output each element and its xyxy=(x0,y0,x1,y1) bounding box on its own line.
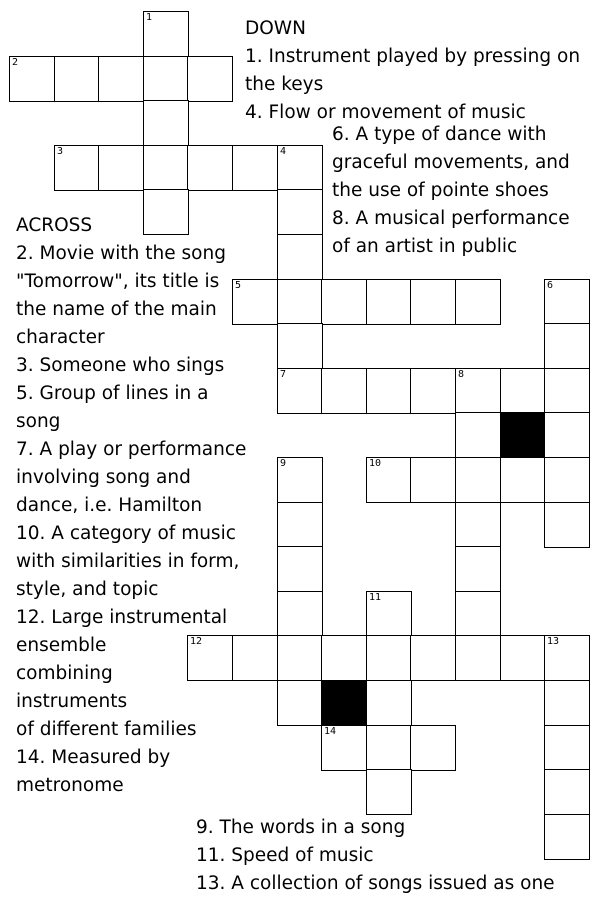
clue-number: 1 xyxy=(146,12,153,23)
down-clue-1a: 1. Instrument played by pressing on xyxy=(245,46,581,67)
crossword-cell[interactable] xyxy=(277,591,323,637)
crossword-cell[interactable] xyxy=(544,279,590,325)
down-clue-6a: 6. A type of dance with xyxy=(332,124,547,145)
crossword-cell[interactable] xyxy=(321,368,367,414)
crossword-cell[interactable] xyxy=(544,769,590,815)
crossword-cell[interactable] xyxy=(544,680,590,726)
clue-number: 5 xyxy=(235,280,242,291)
clue-number: 13 xyxy=(547,636,560,647)
crossword-cell[interactable] xyxy=(277,145,323,191)
down-clue-8a: 8. A musical performance xyxy=(332,208,570,229)
clue-number: 14 xyxy=(324,726,337,737)
crossword-cell[interactable] xyxy=(277,279,323,325)
crossword-cell[interactable] xyxy=(544,457,590,503)
crossword-cell[interactable] xyxy=(277,457,323,503)
crossword-cell[interactable] xyxy=(277,502,323,548)
crossword-cell[interactable] xyxy=(410,368,456,414)
crossword-cell[interactable] xyxy=(187,635,233,681)
crossword-cell[interactable] xyxy=(321,725,367,771)
across-clue-line: 14. Measured by xyxy=(16,747,171,768)
down-clue-1b: the keys xyxy=(245,74,324,95)
crossword-cell[interactable] xyxy=(232,635,278,681)
crossword-cell[interactable] xyxy=(500,635,546,681)
down-clue-13: 13. A collection of songs issued as one xyxy=(196,873,555,894)
crossword-cell[interactable] xyxy=(277,546,323,592)
across-clue-line: character xyxy=(16,327,105,348)
crossword-cell[interactable] xyxy=(455,412,501,458)
down-clue-9: 9. The words in a song xyxy=(196,817,406,838)
crossword-cell[interactable] xyxy=(366,368,412,414)
down-clue-4: 4. Flow or movement of music xyxy=(245,102,526,123)
down-clue-11: 11. Speed of music xyxy=(196,845,374,866)
clue-number: 6 xyxy=(547,280,554,291)
crossword-cell[interactable] xyxy=(455,591,501,637)
crossword-cell[interactable] xyxy=(143,11,189,57)
across-clue-line: metronome xyxy=(16,775,124,796)
across-clue-line: of different families xyxy=(16,719,197,740)
crossword-cell[interactable] xyxy=(143,145,189,191)
crossword-cell[interactable] xyxy=(500,368,546,414)
crossword-cell[interactable] xyxy=(544,502,590,548)
clue-number: 4 xyxy=(280,146,287,157)
crossword-cell[interactable] xyxy=(277,234,323,280)
crossword-cell[interactable] xyxy=(232,145,278,191)
across-clue-line: 10. A category of music xyxy=(16,523,236,544)
down-heading: DOWN xyxy=(245,18,306,39)
crossword-cell[interactable] xyxy=(98,145,144,191)
clue-number: 8 xyxy=(458,369,465,380)
across-heading: ACROSS xyxy=(16,215,93,236)
crossword-cell[interactable] xyxy=(500,457,546,503)
clue-number: 7 xyxy=(280,369,287,380)
crossword-cell[interactable] xyxy=(143,100,189,146)
across-clue-line: the name of the main xyxy=(16,299,217,320)
crossword-cell[interactable] xyxy=(143,56,189,102)
crossword-cell[interactable] xyxy=(277,189,323,235)
across-clue-line: "Tomorrow", its title is xyxy=(16,271,220,292)
crossword-cell[interactable] xyxy=(232,279,278,325)
crossword-cell[interactable] xyxy=(544,635,590,681)
across-clue-line: 7. A play or performance xyxy=(16,439,247,460)
crossword-cell[interactable] xyxy=(187,145,233,191)
crossword-cell[interactable] xyxy=(455,546,501,592)
crossword-cell[interactable] xyxy=(187,56,233,102)
across-clue-line: 5. Group of lines in a xyxy=(16,383,209,404)
crossword-cell[interactable] xyxy=(544,814,590,860)
clue-number: 2 xyxy=(12,57,19,68)
crossword-cell[interactable] xyxy=(366,457,412,503)
crossword-cell[interactable] xyxy=(455,457,501,503)
across-clue-line: with similarities in form, xyxy=(16,551,240,572)
crossword-cell[interactable] xyxy=(54,56,100,102)
across-clue-line: song xyxy=(16,411,61,432)
black-cell xyxy=(321,680,367,726)
crossword-cell[interactable] xyxy=(544,368,590,414)
clue-number: 10 xyxy=(369,458,382,469)
across-clue-line: instruments xyxy=(16,691,128,712)
crossword-cell[interactable] xyxy=(321,279,367,325)
black-cell xyxy=(500,412,546,458)
crossword-cell[interactable] xyxy=(410,725,456,771)
crossword-cell[interactable] xyxy=(366,769,412,815)
crossword-cell[interactable] xyxy=(410,635,456,681)
crossword-cell[interactable] xyxy=(366,591,412,637)
crossword-cell[interactable] xyxy=(455,279,501,325)
crossword-cell[interactable] xyxy=(544,725,590,771)
crossword-cell[interactable] xyxy=(277,368,323,414)
crossword-cell[interactable] xyxy=(366,725,412,771)
crossword-cell[interactable] xyxy=(410,279,456,325)
crossword-cell[interactable] xyxy=(143,189,189,235)
crossword-cell[interactable] xyxy=(321,635,367,681)
crossword-cell[interactable] xyxy=(98,56,144,102)
down-clue-8b: of an artist in public xyxy=(332,236,518,257)
crossword-cell[interactable] xyxy=(277,635,323,681)
crossword-cell[interactable] xyxy=(455,635,501,681)
across-clue-line: 3. Someone who sings xyxy=(16,355,225,376)
crossword-cell[interactable] xyxy=(277,323,323,369)
crossword-cell[interactable] xyxy=(455,502,501,548)
across-clue-line: style, and topic xyxy=(16,579,159,600)
crossword-cell[interactable] xyxy=(544,412,590,458)
across-clue-line: 12. Large instrumental xyxy=(16,607,228,628)
clue-number: 11 xyxy=(369,592,382,603)
crossword-cell[interactable] xyxy=(544,323,590,369)
clue-number: 9 xyxy=(280,458,287,469)
crossword-cell[interactable] xyxy=(54,145,100,191)
across-clue-line: dance, i.e. Hamilton xyxy=(16,495,203,516)
down-clue-6c: the use of pointe shoes xyxy=(332,180,549,201)
crossword-cell[interactable] xyxy=(366,635,412,681)
crossword-cell[interactable] xyxy=(9,56,55,102)
down-clue-6b: graceful movements, and xyxy=(332,152,570,173)
clue-number: 12 xyxy=(190,636,203,647)
across-clue-line: involving song and xyxy=(16,467,191,488)
across-clue-line: 2. Movie with the song xyxy=(16,243,226,264)
crossword-cell[interactable] xyxy=(277,680,323,726)
across-clue-line: ensemble xyxy=(16,635,107,656)
crossword-cell[interactable] xyxy=(455,368,501,414)
crossword-cell[interactable] xyxy=(366,279,412,325)
clue-number: 3 xyxy=(57,146,64,157)
across-clue-line: combining xyxy=(16,663,113,684)
crossword-cell[interactable] xyxy=(410,457,456,503)
crossword-cell[interactable] xyxy=(366,680,412,726)
